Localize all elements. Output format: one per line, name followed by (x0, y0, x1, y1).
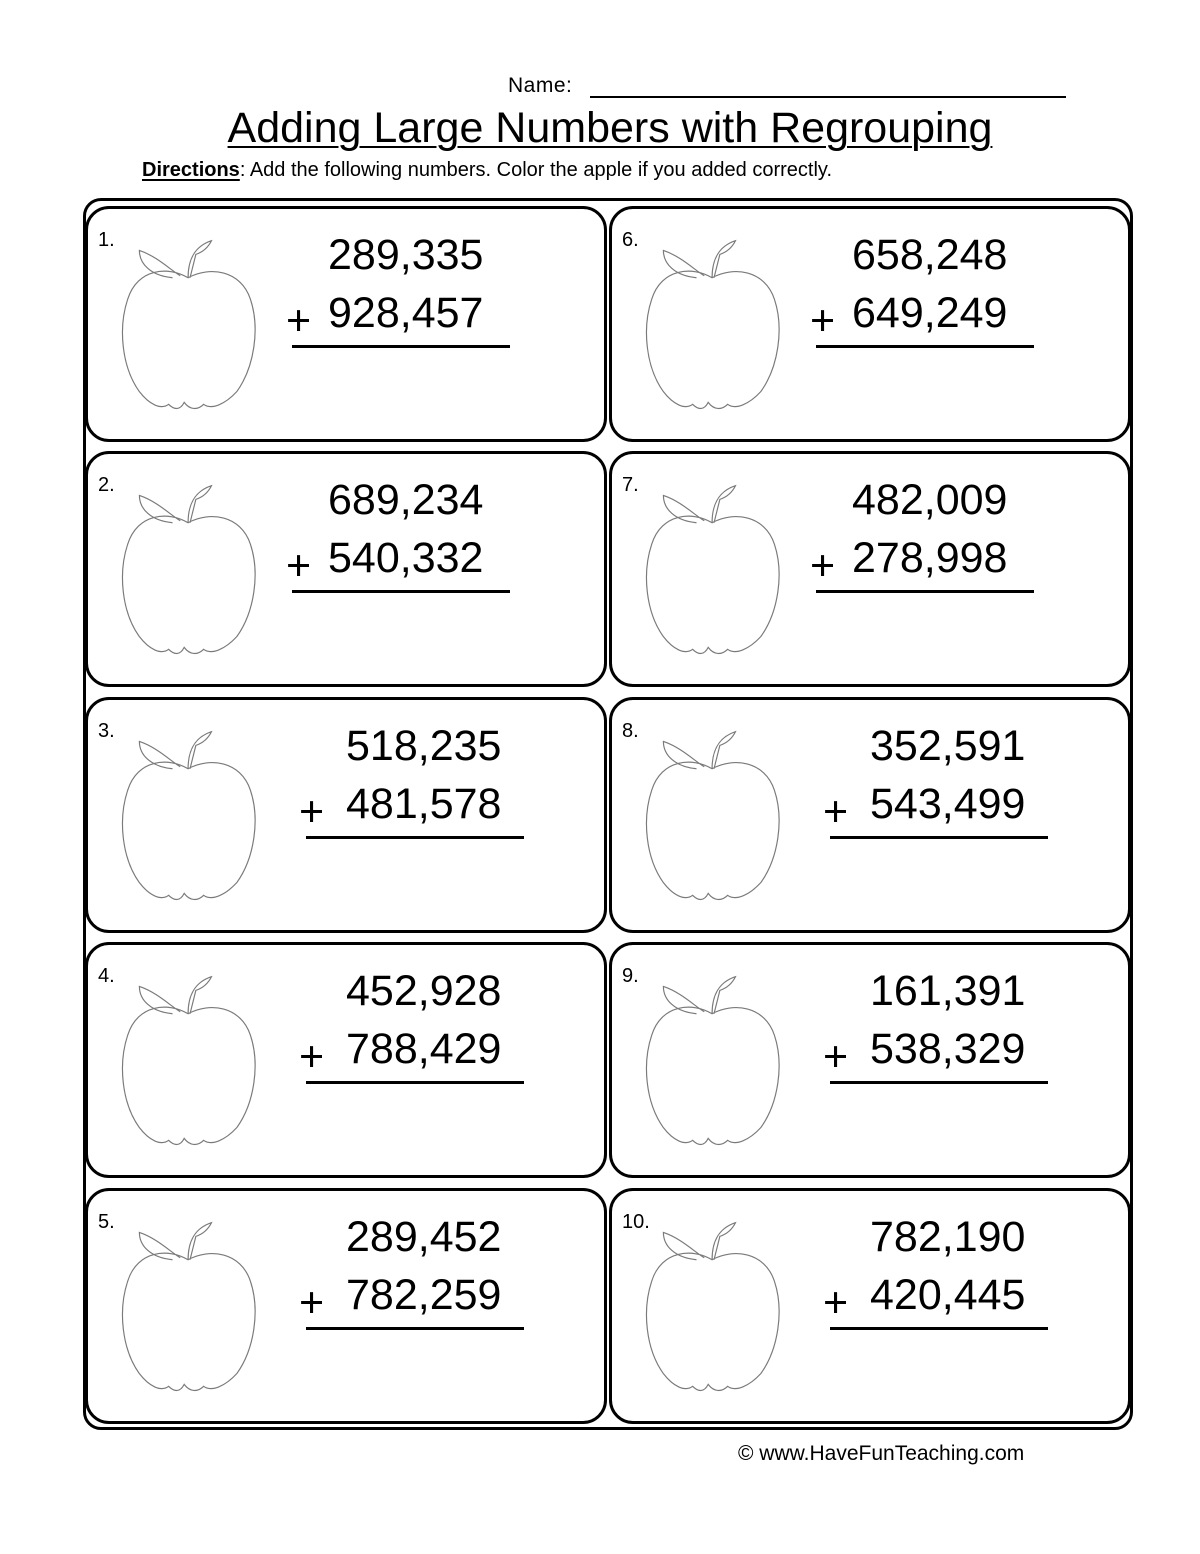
name-blank-line[interactable] (590, 96, 1066, 98)
apple-outline-icon[interactable] (640, 476, 790, 661)
problem-number: 5. (98, 1211, 115, 1233)
problem-card (85, 697, 607, 933)
addend-top: 689,234 (328, 476, 484, 524)
addend-top: 482,009 (852, 476, 1008, 524)
name-label: Name: (508, 74, 573, 97)
problem-number: 2. (98, 474, 115, 496)
sum-line (292, 590, 510, 593)
worksheet-title: Adding Large Numbers with Regrouping (227, 104, 993, 152)
sum-line (830, 836, 1048, 839)
directions (142, 159, 832, 182)
addend-top: 352,591 (870, 722, 1026, 770)
sum-line (816, 590, 1034, 593)
problem-number: 4. (98, 965, 115, 987)
addend-top: 658,248 (852, 231, 1008, 279)
addend-top: 782,190 (870, 1213, 1026, 1261)
apple-outline-icon[interactable] (116, 476, 266, 661)
name-row (508, 70, 1068, 100)
addend-bottom: 928,457 (328, 289, 484, 337)
problem-card (85, 942, 607, 1178)
addend-bottom: 782,259 (346, 1271, 502, 1319)
directions-text: : Add the following numbers. Color the apple if you added correctly. (239, 159, 832, 181)
apple-outline-icon[interactable] (116, 231, 266, 416)
sum-line (306, 1081, 524, 1084)
problem-number: 3. (98, 720, 115, 742)
plus-sign: + (299, 1279, 325, 1327)
sum-line (306, 836, 524, 839)
problem-number: 1. (98, 229, 115, 251)
addend-bottom: 481,578 (346, 780, 502, 828)
problem-card (85, 206, 607, 442)
plus-sign: + (810, 542, 836, 590)
addend-top: 161,391 (870, 967, 1026, 1015)
addend-bottom: 420,445 (870, 1271, 1026, 1319)
plus-sign: + (810, 297, 836, 345)
sum-line (830, 1327, 1048, 1330)
problem-number: 6. (622, 229, 639, 251)
plus-sign: + (286, 297, 312, 345)
sum-line (830, 1081, 1048, 1084)
plus-sign: + (299, 788, 325, 836)
problem-number: 8. (622, 720, 639, 742)
plus-sign: + (823, 788, 849, 836)
plus-sign: + (823, 1279, 849, 1327)
apple-outline-icon[interactable] (640, 967, 790, 1152)
apple-outline-icon[interactable] (640, 231, 790, 416)
plus-sign: + (286, 542, 312, 590)
apple-outline-icon[interactable] (640, 722, 790, 907)
addend-bottom: 278,998 (852, 534, 1008, 582)
apple-outline-icon[interactable] (116, 722, 266, 907)
addend-bottom: 538,329 (870, 1025, 1026, 1073)
problem-number: 7. (622, 474, 639, 496)
addend-bottom: 788,429 (346, 1025, 502, 1073)
sum-line (306, 1327, 524, 1330)
problem-number: 10. (622, 1211, 650, 1233)
problem-card (85, 451, 607, 687)
apple-outline-icon[interactable] (116, 967, 266, 1152)
problem-number: 9. (622, 965, 639, 987)
problem-card (609, 942, 1131, 1178)
addend-bottom: 543,499 (870, 780, 1026, 828)
addend-top: 289,452 (346, 1213, 502, 1261)
problem-card (609, 1188, 1131, 1424)
addend-bottom: 540,332 (328, 534, 484, 582)
plus-sign: + (299, 1033, 325, 1081)
plus-sign: + (823, 1033, 849, 1081)
problem-card (609, 451, 1131, 687)
addend-top: 518,235 (346, 722, 502, 770)
directions-label: Directions (142, 159, 240, 181)
apple-outline-icon[interactable] (640, 1213, 790, 1398)
footer-copyright: © www.HaveFunTeaching.com (738, 1442, 1025, 1465)
sum-line (292, 345, 510, 348)
apple-outline-icon[interactable] (116, 1213, 266, 1398)
addend-top: 452,928 (346, 967, 502, 1015)
sum-line (816, 345, 1034, 348)
addend-bottom: 649,249 (852, 289, 1008, 337)
problem-card (609, 206, 1131, 442)
addend-top: 289,335 (328, 231, 484, 279)
problem-card (85, 1188, 607, 1424)
problem-card (609, 697, 1131, 933)
